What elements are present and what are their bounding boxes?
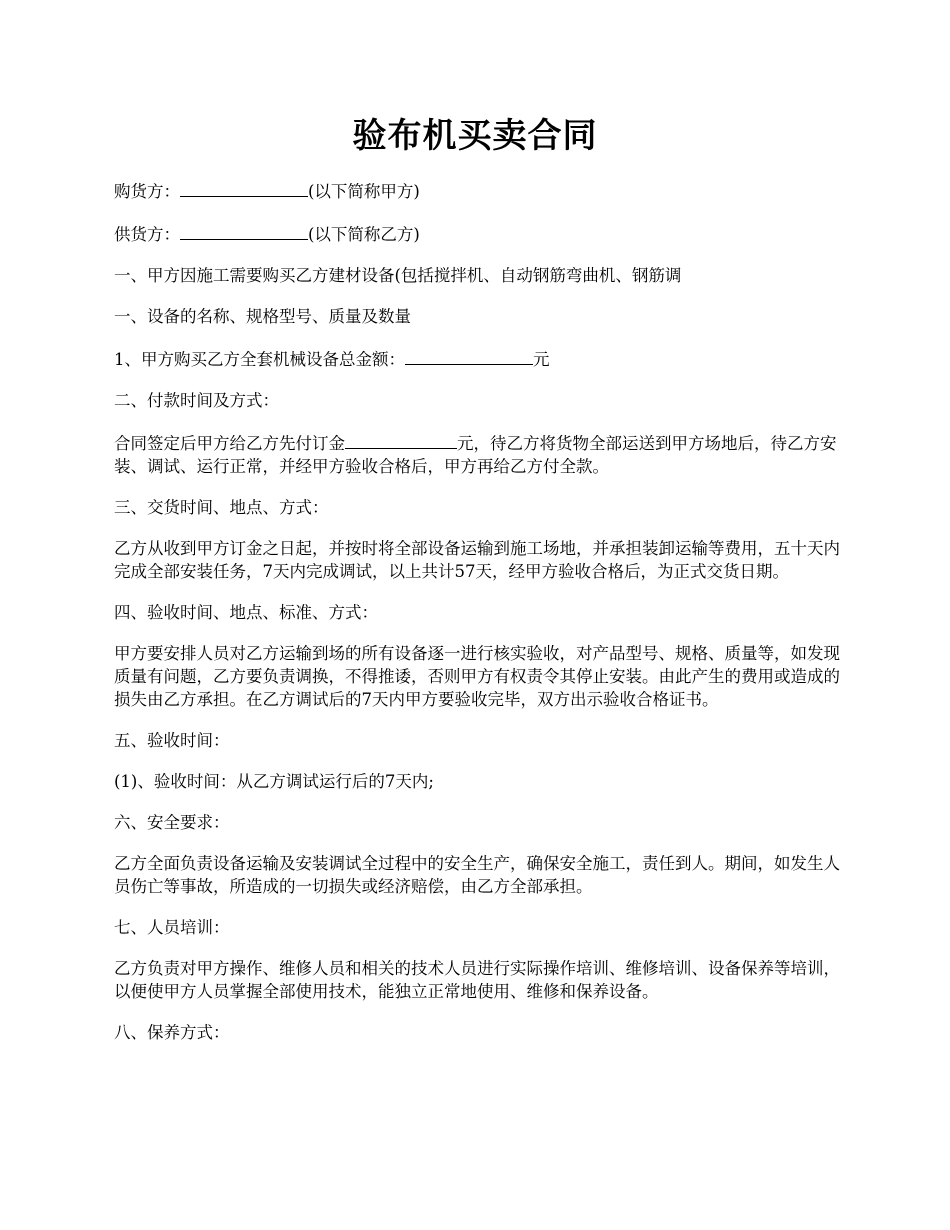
seller-suffix: (以下简称乙方) (308, 225, 420, 244)
section-3-heading: 三、交货时间、地点、方式： (114, 498, 329, 517)
section-4-body: 甲方要安排人员对乙方运输到场的所有设备逐一进行核实验收，对产品型号、规格、质量等，如发现质量有问题，乙方要负责调换，不得推诿，否则甲方有权责令其停止安装。由此产生的费用或造成的损失由乙方承担。在乙方调试后的7天内甲方要验收完毕，双方出示验收合格证书。 (114, 644, 840, 709)
deposit-blank (345, 430, 457, 449)
section-8-heading: 八、保养方式： (114, 1023, 230, 1042)
buyer-suffix: (以下简称甲方) (308, 182, 420, 201)
section-1-item-prefix: 1、甲方购买乙方全套机械设备总金额： (114, 350, 405, 369)
section-6-body: 乙方全面负责设备运输及安装调试全过程中的安全生产，确保安全施工，责任到人。期间，如发生人员伤亡等事故，所造成的一切损失或经济赔偿，由乙方全部承担。 (114, 854, 840, 896)
section-1-item-suffix: 元 (533, 350, 550, 369)
seller-line (114, 221, 850, 246)
total-amount-blank (405, 346, 533, 365)
seller-blank (180, 221, 308, 240)
section-7-heading: 七、人员培训： (114, 918, 230, 937)
section-1-item (114, 346, 850, 371)
intro-paragraph: 一、甲方因施工需要购买乙方建材设备(包括搅拌机、自动钢筋弯曲机、钢筋调 (114, 266, 682, 285)
section-2-heading: 二、付款时间及方式： (114, 391, 279, 410)
section-2-body-prefix: 合同签定后甲方给乙方先付订金 (114, 434, 345, 453)
section-5-heading: 五、验收时间： (114, 731, 230, 750)
section-6-heading: 六、安全要求： (114, 813, 230, 832)
section-7-body: 乙方负责对甲方操作、维修人员和相关的技术人员进行实际操作培训、维修培训、设备保养等培训，以便使甲方人员掌握全部使用技术，能独立正常地使用、维修和保养设备。 (114, 959, 840, 1001)
buyer-blank (180, 178, 308, 197)
section-1-heading: 一、设备的名称、规格型号、质量及数量 (114, 307, 411, 326)
section-2-body (114, 430, 850, 478)
section-4-heading: 四、验收时间、地点、标准、方式： (114, 603, 378, 622)
section-3-body: 乙方从收到甲方订金之日起，并按时将全部设备运输到施工场地，并承担装卸运输等费用，五十天内完成全部安装任务，7天内完成调试，以上共计57天，经甲方验收合格后，为正式交货日期。 (114, 539, 840, 581)
buyer-label: 购货方： (114, 182, 180, 201)
seller-label: 供货方： (114, 225, 180, 244)
section-5-item: (1)、验收时间：从乙方调试运行后的7天内; (114, 772, 434, 791)
section-2-body-suffix: 元，待乙方将货物全部运送到甲方场地后，待乙方安装、调试、运行正常，并经甲方验收合格后，甲方再给乙方付全款。 (114, 434, 837, 476)
document-body (114, 178, 850, 1062)
document-title: 验布机买卖合同 (352, 116, 598, 156)
buyer-line (114, 178, 850, 203)
